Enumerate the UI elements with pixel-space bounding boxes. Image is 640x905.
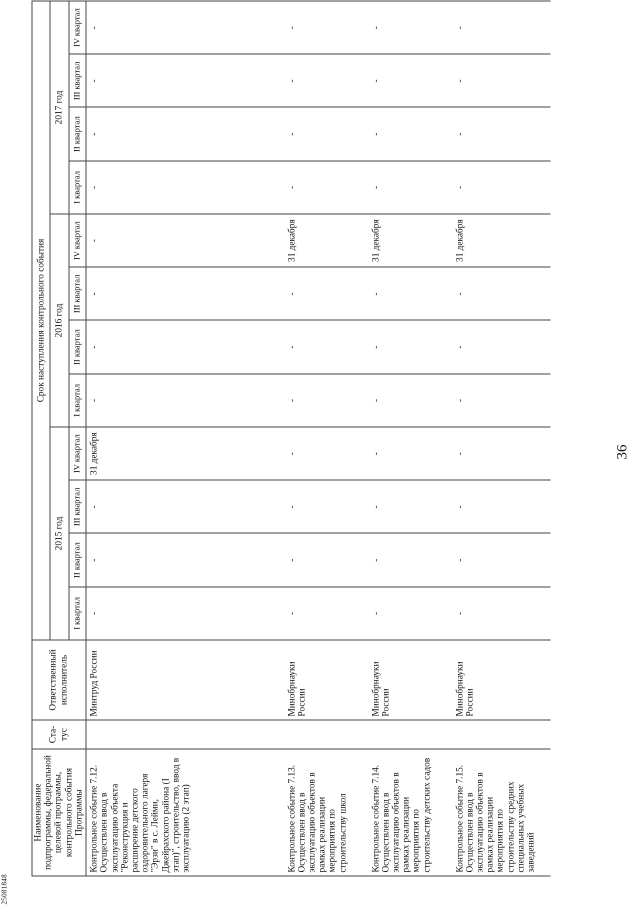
quarter-cell: -: [86, 161, 286, 214]
quarter-cell: -: [86, 54, 286, 107]
quarter-cell: 31 декабря: [454, 214, 550, 267]
quarter-cell: -: [86, 587, 286, 640]
header-quarter: II квартал: [69, 108, 86, 161]
quarter-cell: -: [86, 214, 286, 267]
quarter-cell: -: [454, 1, 550, 54]
header-deadline-group: Срок наступления контрольного события: [32, 1, 50, 640]
status-cell: [86, 720, 286, 749]
quarter-cell: -: [286, 1, 370, 54]
rotated-page: [1, 0, 640, 905]
event-name-cell: Контрольное событие 7.13. Осуществлен ввод в эксплуатацию объектов в рамках реализации мероприятия по строительству школ: [286, 749, 370, 876]
quarter-cell: -: [454, 161, 550, 214]
quarter-cell: -: [454, 480, 550, 533]
quarter-cell: 31 декабря: [370, 214, 454, 267]
quarter-cell: -: [86, 374, 286, 427]
quarter-cell: -: [454, 321, 550, 374]
quarter-cell: -: [286, 267, 370, 320]
table-row: [370, 1, 454, 876]
quarter-cell: -: [370, 534, 454, 587]
quarter-cell: -: [370, 587, 454, 640]
header-quarter: IV квартал: [69, 1, 86, 54]
header-quarter: IV квартал: [69, 427, 86, 480]
quarter-cell: -: [286, 108, 370, 161]
quarter-cell: -: [286, 54, 370, 107]
executor-cell: Минтруд России: [86, 640, 286, 720]
header-quarter: II квартал: [69, 534, 86, 587]
event-name-cell: Контрольное событие 7.15. Осуществлен ввод в эксплуатацию объектов в рамках реализации мероприятия по строительству средних специальных учебных заведений: [454, 749, 550, 876]
executor-cell: Минобрнауки России: [286, 640, 370, 720]
quarter-cell: -: [370, 1, 454, 54]
footer-code: 25081848: [0, 874, 9, 905]
quarter-cell: -: [370, 267, 454, 320]
header-quarter: III квартал: [69, 480, 86, 533]
quarter-cell: -: [86, 108, 286, 161]
header-executor: Ответственный исполнитель: [32, 640, 86, 720]
table-row: [454, 1, 550, 876]
quarter-cell: -: [286, 480, 370, 533]
table-row: [86, 1, 286, 876]
header-quarter: IV квартал: [69, 214, 86, 267]
header-quarter: II квартал: [69, 321, 86, 374]
quarter-cell: -: [454, 267, 550, 320]
quarter-cell: -: [370, 480, 454, 533]
quarter-cell: 31 декабря: [86, 427, 286, 480]
header-year-2016: 2016 год: [50, 214, 68, 427]
quarter-cell: -: [454, 374, 550, 427]
quarter-cell: 31 декабря: [286, 214, 370, 267]
event-name-cell: Контрольное событие 7.14. Осуществлен ввод в эксплуатацию объектов в рамках реализации мероприятия по строительству детских садов: [370, 749, 454, 876]
quarter-cell: -: [370, 161, 454, 214]
quarter-cell: -: [286, 587, 370, 640]
table-body: [86, 1, 550, 876]
control-events-table: [32, 1, 551, 877]
quarter-cell: -: [286, 161, 370, 214]
quarter-cell: -: [370, 54, 454, 107]
quarter-cell: -: [286, 427, 370, 480]
quarter-cell: -: [454, 587, 550, 640]
quarter-cell: -: [286, 374, 370, 427]
header-status: Ста-тус: [32, 720, 86, 749]
quarter-cell: -: [86, 480, 286, 533]
quarter-cell: -: [86, 321, 286, 374]
header-quarter: I квартал: [69, 374, 86, 427]
header-quarter: III квартал: [69, 267, 86, 320]
quarter-cell: -: [454, 54, 550, 107]
quarter-cell: -: [370, 108, 454, 161]
quarter-cell: -: [286, 321, 370, 374]
table-row: [286, 1, 370, 876]
header-year-2017: 2017 год: [50, 1, 68, 214]
header-quarter: I квартал: [69, 161, 86, 214]
status-cell: [370, 720, 454, 749]
quarter-cell: -: [286, 534, 370, 587]
quarter-cell: -: [86, 534, 286, 587]
quarter-cell: -: [370, 374, 454, 427]
page-number: 36: [614, 444, 631, 460]
quarter-cell: -: [370, 321, 454, 374]
quarter-cell: -: [454, 534, 550, 587]
header-quarter: I квартал: [69, 587, 86, 640]
status-cell: [454, 720, 550, 749]
quarter-cell: -: [454, 427, 550, 480]
status-cell: [286, 720, 370, 749]
header-name: Наименование подпрограммы, федеральной целевой программы, контрольного события Программы: [32, 749, 86, 876]
header-year-2015: 2015 год: [50, 427, 68, 640]
executor-cell: Минобрнауки России: [370, 640, 454, 720]
quarter-cell: -: [370, 427, 454, 480]
header-quarter: III квартал: [69, 54, 86, 107]
event-name-cell: Контрольное событие 7.12. Осуществлен ввод в эксплуатацию объекта "Реконструкция и расширение детского оздоровительного лагеря "Эрзи" в с. Лейми, Джейрахского района (I этап)", строительство, ввод в эксплуатацию (2 этап): [86, 749, 286, 876]
quarter-cell: -: [86, 1, 286, 54]
quarter-cell: -: [454, 108, 550, 161]
quarter-cell: -: [86, 267, 286, 320]
executor-cell: Минобрнауки России: [454, 640, 550, 720]
